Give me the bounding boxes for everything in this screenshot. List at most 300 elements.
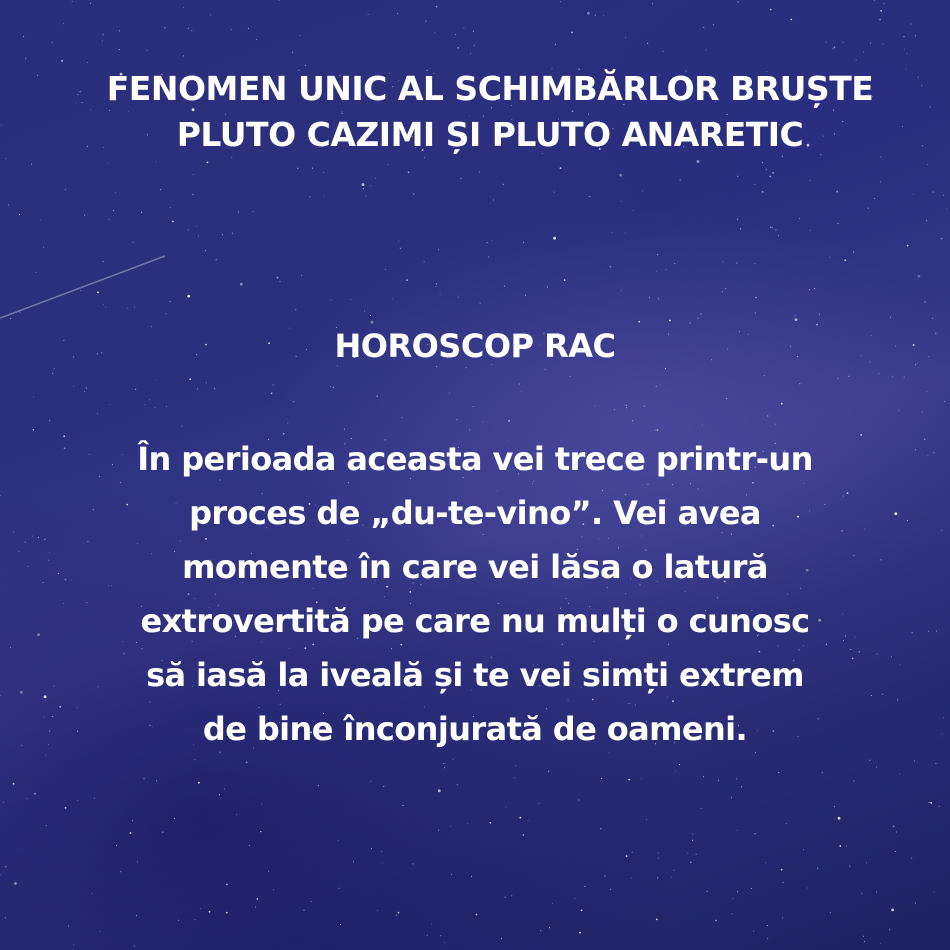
- star: [25, 58, 26, 59]
- star: [610, 889, 611, 890]
- star: [702, 425, 703, 426]
- star: [23, 36, 24, 37]
- star: [782, 917, 783, 918]
- star: [915, 903, 916, 904]
- star: [898, 410, 899, 411]
- star: [65, 189, 66, 190]
- star: [726, 288, 727, 289]
- star: [904, 36, 905, 37]
- star: [97, 291, 99, 293]
- star: [501, 938, 502, 939]
- star: [102, 40, 103, 41]
- star: [1, 125, 2, 126]
- star: [387, 164, 388, 165]
- star: [692, 840, 693, 841]
- star: [658, 853, 659, 854]
- star: [105, 307, 106, 308]
- star: [488, 256, 489, 257]
- star: [911, 858, 912, 859]
- star: [772, 172, 774, 174]
- star: [883, 44, 884, 45]
- star: [318, 785, 319, 786]
- star: [657, 254, 658, 255]
- star: [939, 806, 940, 807]
- star: [166, 313, 167, 314]
- star: [312, 168, 313, 169]
- star: [725, 288, 726, 289]
- star: [156, 380, 157, 381]
- star: [737, 891, 738, 892]
- star: [273, 385, 274, 386]
- star: [339, 888, 340, 889]
- star: [436, 6, 438, 8]
- star: [663, 51, 664, 52]
- star: [647, 43, 648, 44]
- star: [187, 295, 190, 298]
- star: [444, 763, 445, 764]
- star: [560, 1, 561, 2]
- star: [219, 794, 220, 795]
- star: [198, 782, 200, 784]
- star: [280, 281, 281, 282]
- star: [826, 42, 827, 43]
- star: [595, 406, 596, 407]
- star: [133, 242, 134, 243]
- star: [381, 851, 382, 852]
- star: [600, 828, 602, 830]
- star: [473, 31, 474, 32]
- star: [214, 388, 215, 389]
- star: [621, 201, 622, 202]
- star: [853, 781, 854, 782]
- star: [149, 399, 150, 400]
- star: [483, 421, 484, 422]
- star: [891, 909, 894, 912]
- star: [77, 800, 78, 801]
- star: [767, 938, 768, 939]
- star: [603, 15, 604, 16]
- star: [113, 210, 114, 211]
- star: [370, 315, 371, 316]
- star: [297, 168, 298, 169]
- star: [896, 832, 897, 833]
- shooting-star-trail: [0, 256, 165, 318]
- star: [31, 164, 32, 165]
- star: [649, 297, 650, 298]
- star: [10, 647, 11, 648]
- star: [523, 242, 524, 243]
- star: [155, 407, 156, 408]
- star: [838, 378, 839, 379]
- star: [476, 914, 478, 916]
- star: [810, 230, 811, 231]
- star: [377, 396, 378, 397]
- star: [584, 886, 585, 887]
- star: [144, 778, 145, 779]
- star: [54, 368, 55, 369]
- star: [519, 384, 520, 385]
- star: [548, 771, 549, 772]
- star: [200, 908, 201, 909]
- star: [248, 28, 249, 29]
- star: [377, 395, 378, 396]
- star: [197, 388, 198, 389]
- star: [191, 30, 192, 31]
- star: [868, 208, 869, 209]
- star: [224, 789, 225, 790]
- star: [65, 807, 67, 809]
- star: [549, 927, 550, 928]
- star: [674, 870, 675, 871]
- star: [25, 542, 26, 543]
- star: [853, 252, 854, 253]
- star: [370, 185, 371, 186]
- star: [844, 259, 846, 261]
- star: [255, 907, 256, 908]
- star: [766, 169, 767, 170]
- star: [36, 272, 37, 273]
- star: [570, 376, 571, 377]
- star: [174, 818, 175, 819]
- star: [271, 392, 273, 394]
- star: [657, 429, 659, 431]
- star: [642, 190, 643, 191]
- star: [162, 831, 164, 833]
- star: [942, 733, 943, 734]
- star: [463, 28, 464, 29]
- star: [435, 286, 436, 287]
- star: [226, 884, 228, 886]
- star: [469, 429, 470, 430]
- star: [656, 271, 657, 272]
- star: [697, 160, 700, 163]
- star: [0, 495, 1, 496]
- star: [769, 176, 771, 178]
- star: [503, 184, 504, 185]
- star: [665, 368, 666, 369]
- star: [737, 219, 738, 220]
- star: [571, 32, 573, 34]
- star: [279, 0, 280, 1]
- star: [679, 764, 680, 765]
- star: [178, 920, 179, 921]
- star: [84, 215, 85, 216]
- star: [226, 912, 228, 914]
- star: [781, 869, 783, 871]
- star: [732, 898, 733, 899]
- star: [52, 42, 53, 43]
- star: [646, 819, 647, 820]
- star: [601, 778, 602, 779]
- star: [767, 925, 768, 926]
- star: [927, 455, 928, 456]
- star: [119, 30, 120, 31]
- star: [809, 289, 810, 290]
- star: [72, 1, 73, 2]
- star: [119, 49, 120, 50]
- star: [895, 851, 896, 852]
- body-line: În perioada aceasta vei trece printr-un: [137, 440, 813, 478]
- star: [762, 191, 764, 193]
- star: [273, 889, 274, 890]
- star: [736, 778, 737, 779]
- star: [32, 429, 34, 431]
- star: [669, 320, 671, 322]
- star: [115, 192, 116, 193]
- star: [453, 759, 454, 760]
- star: [755, 313, 756, 314]
- star: [732, 913, 733, 914]
- star: [874, 198, 875, 199]
- star: [863, 52, 864, 53]
- star: [799, 383, 800, 384]
- star: [5, 158, 6, 159]
- star: [13, 531, 14, 532]
- star: [874, 0, 875, 1]
- star: [94, 798, 95, 799]
- star: [861, 893, 862, 894]
- star: [810, 180, 811, 181]
- star: [80, 290, 81, 291]
- star: [392, 298, 393, 299]
- star: [295, 309, 296, 310]
- star: [304, 910, 305, 911]
- star: [385, 269, 386, 270]
- star: [455, 34, 456, 35]
- star: [560, 167, 562, 169]
- star: [515, 765, 516, 766]
- star: [508, 420, 510, 422]
- star: [504, 286, 505, 287]
- star: [579, 932, 581, 934]
- star: [547, 287, 548, 288]
- star: [480, 303, 481, 304]
- star: [0, 695, 1, 696]
- star: [170, 207, 171, 208]
- star: [351, 299, 352, 300]
- star: [183, 7, 184, 8]
- star: [156, 780, 157, 781]
- star: [656, 919, 658, 921]
- star: [363, 188, 364, 189]
- star: [540, 930, 541, 931]
- star: [434, 32, 435, 33]
- star: [20, 691, 23, 694]
- star: [864, 941, 865, 942]
- star: [14, 882, 17, 885]
- star: [209, 911, 211, 913]
- star: [135, 389, 136, 390]
- star: [723, 261, 724, 262]
- star: [833, 48, 834, 49]
- star: [731, 797, 732, 798]
- star: [775, 424, 776, 425]
- star: [427, 935, 428, 936]
- star: [27, 566, 28, 567]
- star: [933, 192, 934, 193]
- star: [493, 200, 494, 201]
- star: [457, 784, 458, 785]
- star: [605, 876, 606, 877]
- star: [458, 297, 459, 298]
- star: [371, 781, 372, 782]
- star: [398, 241, 399, 242]
- star: [134, 946, 135, 947]
- star: [440, 294, 441, 295]
- star: [205, 250, 206, 251]
- star: [0, 874, 1, 875]
- star: [5, 866, 6, 867]
- star: [680, 179, 681, 180]
- star: [63, 23, 64, 24]
- body-line: de bine înconjurată de oameni.: [202, 710, 748, 748]
- star: [838, 817, 841, 820]
- star: [671, 877, 672, 878]
- star: [943, 195, 944, 196]
- star: [61, 60, 63, 62]
- star: [722, 291, 723, 292]
- star: [238, 211, 239, 212]
- star: [68, 926, 69, 927]
- star: [819, 314, 820, 315]
- star: [741, 786, 742, 787]
- star: [934, 452, 935, 453]
- star: [926, 220, 927, 221]
- star: [487, 242, 488, 243]
- star: [715, 920, 717, 922]
- star: [183, 55, 184, 56]
- star: [438, 789, 441, 792]
- star: [625, 37, 626, 38]
- star: [944, 401, 945, 402]
- star: [762, 162, 763, 163]
- star: [644, 406, 645, 407]
- star: [641, 778, 642, 779]
- star: [457, 419, 458, 420]
- star: [375, 178, 376, 179]
- star: [451, 874, 452, 875]
- star: [450, 826, 451, 827]
- star: [941, 530, 942, 531]
- star: [631, 878, 632, 879]
- star: [46, 825, 47, 826]
- star: [910, 24, 911, 25]
- star: [261, 804, 262, 805]
- star: [458, 47, 459, 48]
- star: [589, 196, 590, 197]
- star: [754, 184, 755, 185]
- star: [256, 39, 257, 40]
- star: [32, 536, 33, 537]
- star: [413, 863, 414, 864]
- star: [268, 871, 269, 872]
- star: [915, 35, 916, 36]
- star: [257, 898, 259, 900]
- star: [564, 279, 566, 281]
- star: [753, 931, 754, 932]
- star: [470, 53, 471, 54]
- star: [740, 228, 741, 229]
- star: [737, 1, 739, 3]
- star: [783, 882, 784, 883]
- star: [403, 805, 404, 806]
- star: [43, 247, 44, 248]
- star: [338, 840, 339, 841]
- star: [889, 929, 890, 930]
- star: [690, 862, 692, 864]
- star: [621, 290, 622, 291]
- star: [638, 321, 640, 323]
- star: [936, 631, 937, 632]
- star: [521, 391, 522, 392]
- star: [718, 780, 719, 781]
- star: [736, 263, 737, 264]
- star: [383, 786, 384, 787]
- star: [19, 312, 20, 313]
- star: [196, 226, 197, 227]
- star: [574, 898, 575, 899]
- star: [425, 21, 426, 22]
- star: [309, 196, 310, 197]
- star: [246, 762, 248, 764]
- star: [287, 423, 288, 424]
- star: [401, 417, 402, 418]
- star: [236, 814, 237, 815]
- star: [755, 297, 757, 299]
- star: [830, 912, 831, 913]
- star: [879, 19, 881, 21]
- star: [912, 632, 913, 633]
- star: [365, 195, 366, 196]
- star: [198, 236, 199, 237]
- star: [927, 164, 928, 165]
- star: [918, 275, 921, 278]
- star: [925, 302, 926, 303]
- star: [467, 823, 468, 824]
- star: [397, 13, 398, 14]
- star: [687, 853, 688, 854]
- star: [37, 75, 38, 76]
- star: [665, 269, 666, 270]
- star: [396, 915, 397, 916]
- star: [755, 263, 756, 264]
- star: [522, 834, 524, 836]
- star: [84, 391, 85, 392]
- star: [331, 300, 332, 301]
- star: [822, 772, 823, 773]
- star: [293, 401, 294, 402]
- star: [595, 15, 596, 16]
- star: [863, 936, 864, 937]
- star: [368, 14, 369, 15]
- star: [927, 391, 928, 392]
- star: [795, 318, 798, 321]
- star: [222, 234, 223, 235]
- star: [408, 171, 410, 173]
- star: [880, 181, 881, 182]
- star: [504, 896, 506, 898]
- star: [13, 783, 15, 785]
- star: [299, 35, 300, 36]
- star: [555, 44, 556, 45]
- star: [883, 3, 884, 4]
- star: [834, 46, 836, 48]
- star: [165, 27, 166, 28]
- star: [344, 429, 345, 430]
- star: [890, 317, 891, 318]
- star: [846, 846, 847, 847]
- star: [907, 245, 909, 247]
